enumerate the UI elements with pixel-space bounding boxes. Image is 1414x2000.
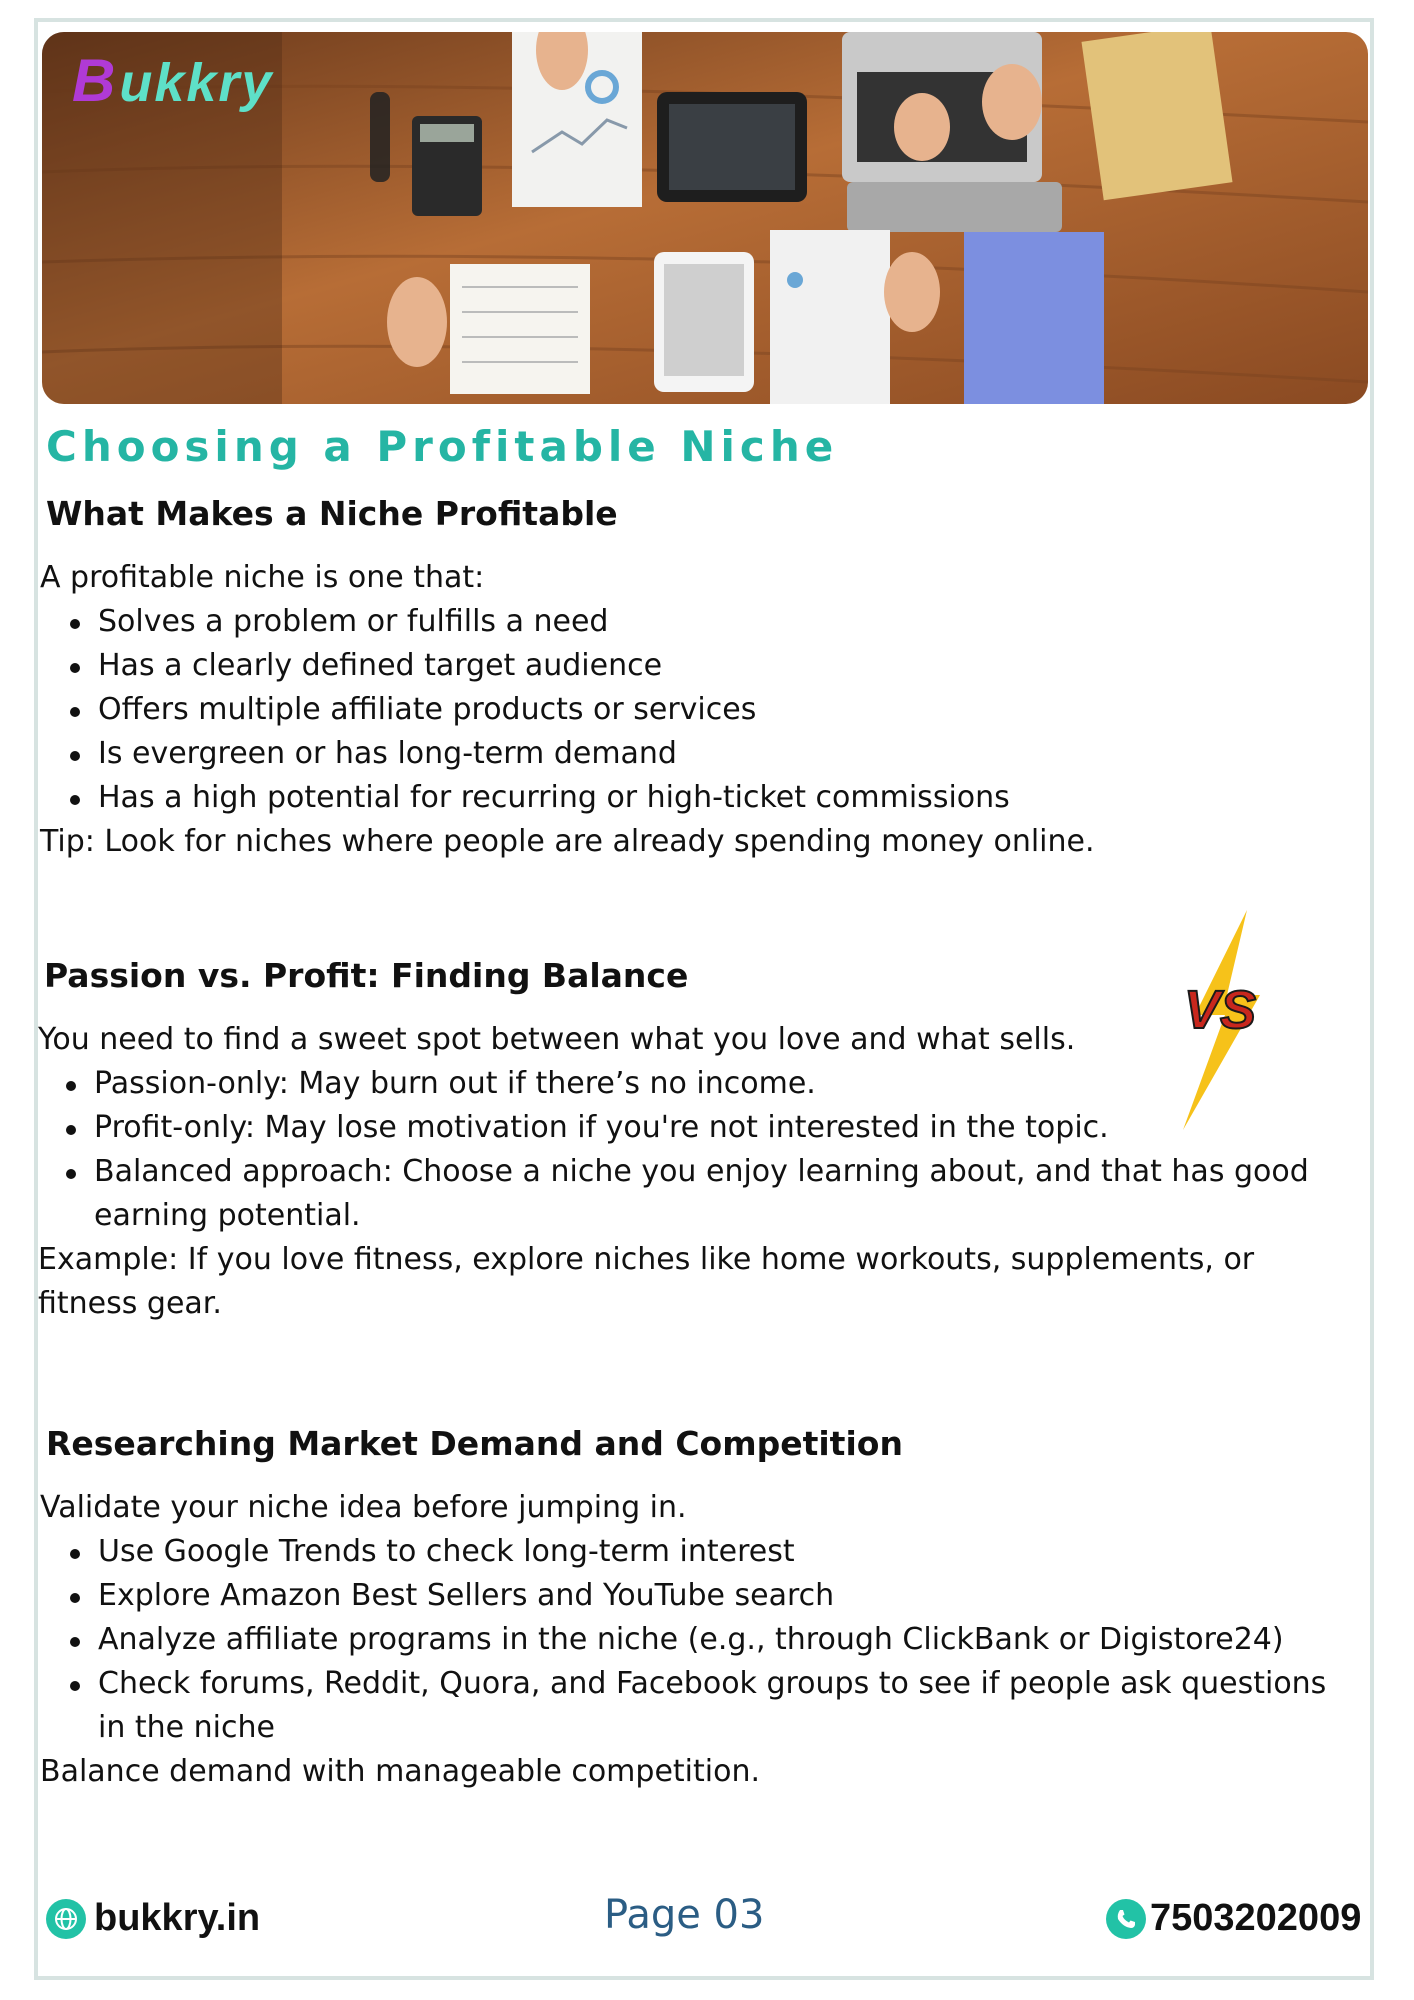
bullet-list-passion-vs-profit (40, 1062, 1340, 1238)
list-item: Offers multiple affiliate products or services (44, 688, 1344, 732)
list-item: Explore Amazon Best Sellers and YouTube search (44, 1574, 1344, 1618)
phone-icon (1106, 1899, 1146, 1939)
list-item: Check forums, Reddit, Quora, and Facebook groups to see if people ask questions in the niche (44, 1662, 1344, 1750)
globe-icon (46, 1899, 86, 1939)
list-item: Balanced approach: Choose a niche you enjoy learning about, and that has good earning potential. (40, 1150, 1340, 1238)
page-title: Choosing a Profitable Niche (46, 422, 839, 471)
section-intro: You need to find a sweet spot between what you love and what sells. (38, 1022, 1076, 1057)
phone-number[interactable]: 7503202009 (1150, 1897, 1362, 1939)
section-intro: A profitable niche is one that: (40, 560, 485, 595)
list-item: Passion-only: May burn out if there’s no income. (40, 1062, 1340, 1106)
versus-lightning-icon (1165, 910, 1275, 1130)
vs-text: VS (1183, 980, 1257, 1040)
hero-banner-image (42, 32, 1368, 404)
list-item: Analyze affiliate programs in the niche (e.g., through ClickBank or Digistore24) (44, 1618, 1344, 1662)
section-tip: Tip: Look for niches where people are already spending money online. (40, 824, 1095, 859)
bukkry-logo: Bukkry (72, 47, 274, 114)
list-item: Use Google Trends to check long-term interest (44, 1530, 1344, 1574)
list-item: Has a clearly defined target audience (44, 644, 1344, 688)
bullet-list-market-research (44, 1530, 1344, 1750)
list-item: Has a high potential for recurring or high-ticket commissions (44, 776, 1344, 820)
section-heading-passion-vs-profit: Passion vs. Profit: Finding Balance (44, 956, 689, 995)
list-item: Profit-only: May lose motivation if you're not interested in the topic. (40, 1106, 1340, 1150)
bullet-list-profitable-niche (44, 600, 1344, 820)
section-summary: Balance demand with manageable competition. (40, 1754, 760, 1789)
section-heading-profitable-niche: What Makes a Niche Profitable (46, 494, 618, 533)
list-item: Is evergreen or has long-term demand (44, 732, 1344, 776)
list-item: Solves a problem or fulfills a need (44, 600, 1344, 644)
page-number: Page 03 (604, 1892, 765, 1938)
footer-website[interactable] (46, 1897, 260, 1940)
footer-phone[interactable] (1106, 1897, 1361, 1940)
section-intro: Validate your niche idea before jumping in. (40, 1490, 687, 1525)
website-link[interactable]: bukkry.in (94, 1897, 261, 1939)
section-heading-market-research: Researching Market Demand and Competition (46, 1424, 903, 1463)
section-example: Example: If you love fitness, explore niches like home workouts, supplements, or fitness gear. (38, 1242, 1255, 1321)
